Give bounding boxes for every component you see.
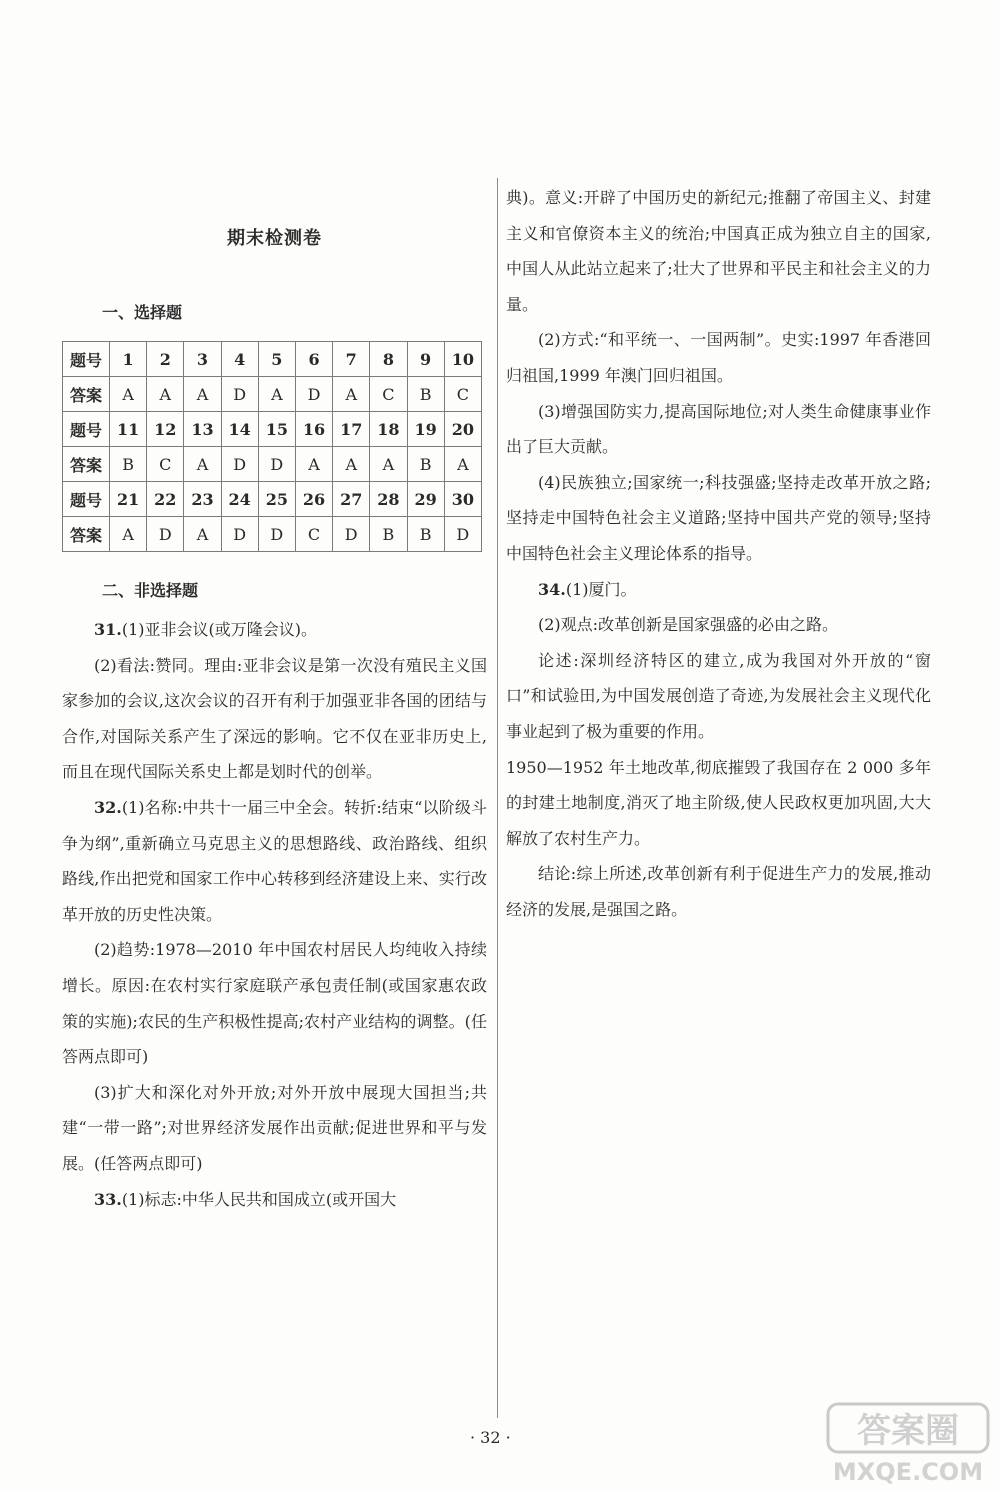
answer-cell: D bbox=[147, 517, 184, 552]
page-title: 期末检测卷 bbox=[227, 228, 322, 249]
answer-cell: A bbox=[184, 447, 221, 482]
q32-part2: (2)趋势:1978—2010 年中国农村居民人均纯收入持续增长。原因:在农村实行家庭联产承包责任制(或国家惠农政策的实施);农民的生产积极性提高;农村产业结构的调整。(任答两点即可) bbox=[62, 940, 487, 1067]
table-row-numbers bbox=[63, 482, 482, 517]
q33-part4: (4)民族独立;国家统一;科技强盛;坚持走改革开放之路;坚持走中国特色社会主义道路;坚持中国共产党的领导;坚持中国特色社会主义理论体系的指导。 bbox=[506, 472, 931, 563]
q34-part2: (2)观点:改革创新是国家强盛的必由之路。 bbox=[538, 615, 839, 635]
row-answer-label: 答案 bbox=[63, 447, 110, 482]
q33-continued: 典)。意义:开辟了中国历史的新纪元;推翻了帝国主义、封建主义和官僚资本主义的统治;中国真正成为独立自主的国家,中国人从此站立起来了;壮大了世界和平民主和社会主义的力量。 bbox=[506, 188, 931, 314]
answer-cell: A bbox=[110, 377, 147, 412]
answer-table bbox=[62, 341, 482, 552]
q34-land-reform: 1950—1952 年土地改革,彻底摧毁了我国存在 2 000 多年的封建土地制度,消灭了地主阶级,使人民政权更加巩固,大大解放了农村生产力。 bbox=[506, 757, 931, 848]
q33-number: 33. bbox=[94, 1189, 122, 1209]
answer-cell: B bbox=[370, 517, 407, 552]
answer-cell: A bbox=[444, 447, 481, 482]
answer-cell: C bbox=[295, 517, 332, 552]
answer-cell: D bbox=[333, 517, 370, 552]
question-number-cell: 16 bbox=[295, 412, 332, 447]
question-number-cell: 5 bbox=[258, 342, 295, 377]
q34-conclusion: 结论:综上所述,改革创新有利于促进生产力的发展,推动经济的发展,是强国之路。 bbox=[506, 864, 931, 919]
question-number-cell: 3 bbox=[184, 342, 221, 377]
question-number-cell: 28 bbox=[370, 482, 407, 517]
answer-cell: A bbox=[370, 447, 407, 482]
left-answers bbox=[62, 612, 487, 1217]
q31-number: 31. bbox=[94, 620, 122, 639]
answer-cell: D bbox=[258, 517, 295, 552]
row-answer-label: 答案 bbox=[63, 377, 110, 412]
answer-cell: D bbox=[444, 517, 481, 552]
question-number-cell: 26 bbox=[295, 482, 332, 517]
right-column bbox=[506, 180, 931, 927]
answer-cell: B bbox=[407, 447, 444, 482]
answer-cell: C bbox=[147, 447, 184, 482]
answer-cell: A bbox=[110, 517, 147, 552]
question-number-cell: 22 bbox=[147, 482, 184, 517]
watermark-logo bbox=[820, 1400, 995, 1488]
answer-cell: A bbox=[333, 447, 370, 482]
answer-cell: A bbox=[258, 377, 295, 412]
q32-part3: (3)扩大和深化对外开放;对外开放中展现大国担当;共建“一带一路”;对世界经济发展作出贡献;促进世界和平与发展。(任答两点即可) bbox=[62, 1082, 487, 1173]
q33-part3: (3)增强国防实力,提高国际地位;对人类生命健康事业作出了巨大贡献。 bbox=[506, 401, 931, 457]
table-row-numbers bbox=[63, 342, 482, 377]
answer-cell: A bbox=[184, 377, 221, 412]
question-number-cell: 12 bbox=[147, 412, 184, 447]
answer-cell: C bbox=[444, 377, 481, 412]
q32-part1: 32.(1)名称:中共十一届三中全会。转折:结束“以阶级斗争为纲”,重新确立马克思主义的思想路线、政治路线、组织路线,作出把党和国家工作中心转移到经济建设上来、实行改革开放的历史性决策。 bbox=[62, 797, 487, 924]
answer-cell: D bbox=[221, 377, 258, 412]
answer-cell: B bbox=[407, 517, 444, 552]
question-number-cell: 17 bbox=[333, 412, 370, 447]
q32-number: 32. bbox=[94, 797, 122, 817]
q31-part2: (2)看法:赞同。理由:亚非会议是第一次没有殖民主义国家参加的会议,这次会议的召开有利于加强亚非各国的团结与合作,对国际关系产生了深远的影响。它不仅在亚非历史上,而且在现代国际关系史上都是划时代的创举。 bbox=[62, 655, 487, 782]
watermark-logo-text: 答案圈 bbox=[857, 1411, 959, 1451]
answer-cell: A bbox=[333, 377, 370, 412]
question-number-cell: 14 bbox=[221, 412, 258, 447]
question-number-cell: 20 bbox=[444, 412, 481, 447]
table-row-answers bbox=[63, 447, 482, 482]
question-number-cell: 15 bbox=[258, 412, 295, 447]
question-number-cell: 9 bbox=[407, 342, 444, 377]
question-number-cell: 8 bbox=[370, 342, 407, 377]
question-number-cell: 29 bbox=[407, 482, 444, 517]
question-number-cell: 21 bbox=[110, 482, 147, 517]
q33-part1: 33.(1)标志:中华人民共和国成立(或开国大 bbox=[94, 1189, 397, 1209]
table-row-answers bbox=[63, 517, 482, 552]
question-number-cell: 10 bbox=[444, 342, 481, 377]
question-number-cell: 18 bbox=[370, 412, 407, 447]
answer-cell: A bbox=[295, 447, 332, 482]
table-row-answers bbox=[63, 377, 482, 412]
row-header-label: 题号 bbox=[63, 342, 110, 377]
question-number-cell: 19 bbox=[407, 412, 444, 447]
answer-cell: A bbox=[147, 377, 184, 412]
q34-argument: 论述:深圳经济特区的建立,成为我国对外开放的“窗口”和试验田,为中国发展创造了奇迹,为发展社会主义现代化事业起到了极为重要的作用。 bbox=[506, 650, 931, 741]
row-header-label: 题号 bbox=[63, 412, 110, 447]
page-number: · 32 · bbox=[470, 1428, 511, 1447]
question-number-cell: 2 bbox=[147, 342, 184, 377]
question-number-cell: 11 bbox=[110, 412, 147, 447]
question-number-cell: 30 bbox=[444, 482, 481, 517]
row-answer-label: 答案 bbox=[63, 517, 110, 552]
question-number-cell: 27 bbox=[333, 482, 370, 517]
question-number-cell: 25 bbox=[258, 482, 295, 517]
question-number-cell: 13 bbox=[184, 412, 221, 447]
q31-part1: 31.(1)亚非会议(或万隆会议)。 bbox=[94, 620, 317, 639]
answer-cell: B bbox=[407, 377, 444, 412]
answer-cell: D bbox=[221, 447, 258, 482]
section-choice-heading: 一、选择题 bbox=[102, 303, 183, 322]
answer-cell: C bbox=[370, 377, 407, 412]
question-number-cell: 7 bbox=[333, 342, 370, 377]
q34-part1: 34.(1)厦门。 bbox=[538, 579, 637, 599]
row-header-label: 题号 bbox=[63, 482, 110, 517]
question-number-cell: 24 bbox=[221, 482, 258, 517]
answer-cell: A bbox=[184, 517, 221, 552]
question-number-cell: 4 bbox=[221, 342, 258, 377]
question-number-cell: 1 bbox=[110, 342, 147, 377]
q33-part2: (2)方式:“和平统一、一国两制”。史实:1997 年香港回归祖国,1999 年澳门回归祖国。 bbox=[506, 330, 931, 385]
question-number-cell: 23 bbox=[184, 482, 221, 517]
q34-number: 34. bbox=[538, 579, 566, 599]
watermark-url: MXQE.COM bbox=[832, 1458, 984, 1486]
answer-cell: B bbox=[110, 447, 147, 482]
table-row-numbers bbox=[63, 412, 482, 447]
answer-cell: D bbox=[221, 517, 258, 552]
question-number-cell: 6 bbox=[295, 342, 332, 377]
section-nonchoice-heading: 二、非选择题 bbox=[102, 581, 199, 600]
column-divider bbox=[497, 178, 498, 1418]
answer-cell: D bbox=[258, 447, 295, 482]
answer-cell: D bbox=[295, 377, 332, 412]
